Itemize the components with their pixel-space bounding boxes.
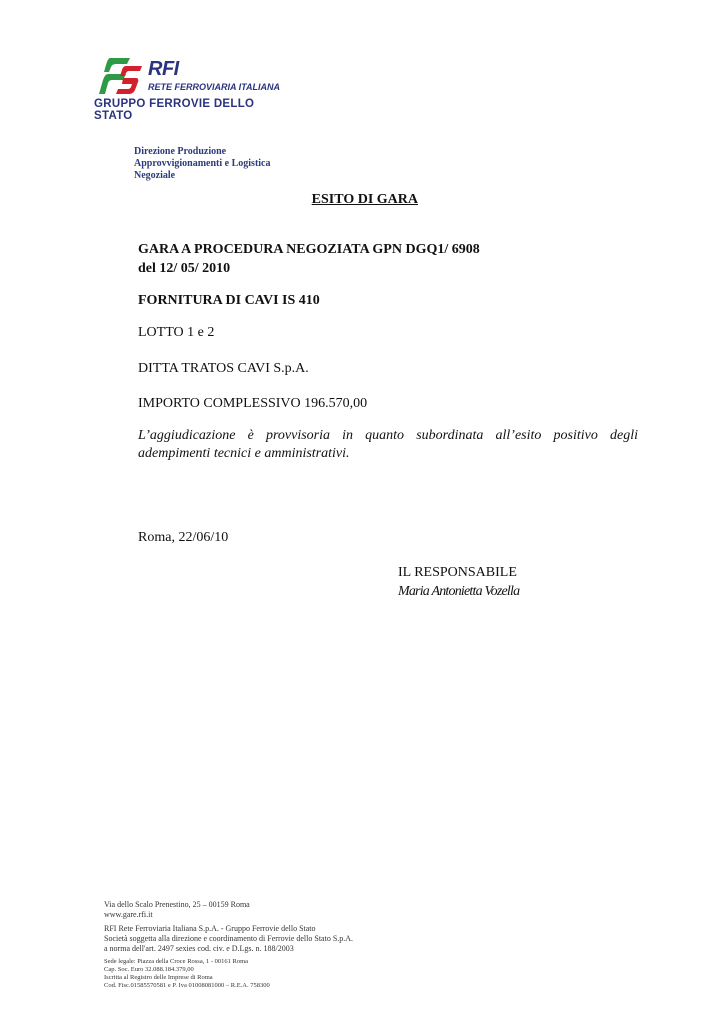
rfi-logo <box>94 56 294 122</box>
footer-company-line: a norma dell'art. 2497 sexies cod. civ. e D.Lgs. n. 188/2003 <box>104 944 294 953</box>
department-line: Approvvigionamenti e Logistica <box>134 158 271 169</box>
footer-legal-line: Cod. Fisc.01585570581 e P. Iva 01008081000 – R.E.A. 758300 <box>104 982 270 989</box>
signature-block <box>398 563 519 601</box>
award-note: L’aggiudicazione è provvisoria in quanto subordinata all’esito positivo degli adempimenti tecnici e amministrativi. <box>138 428 638 461</box>
supply-heading: FORNITURA DI CAVI IS 410 <box>138 293 320 308</box>
logo-brand: RFI <box>148 58 179 80</box>
footer-legal-line: Cap. Soc. Euro 32.088.184.379,00 <box>104 966 194 973</box>
department-line: Negoziale <box>134 170 176 181</box>
procedure-line: GARA A PROCEDURA NEGOZIATA GPN DGQ1/ 6908 <box>138 242 480 257</box>
logo-full-name: RETE FERROVIARIA ITALIANA <box>148 82 280 92</box>
footer-address: Via dello Scalo Prenestino, 25 – 00159 Roma <box>104 900 250 909</box>
place-date: Roma, 22/06/10 <box>138 530 229 545</box>
footer-legal-line: Sede legale: Piazza della Croce Rossa, 1 - 00161 Roma <box>104 958 249 965</box>
page-footer <box>104 900 353 990</box>
procedure-date: del 12/ 05/ 2010 <box>138 261 231 276</box>
signature-role: IL RESPONSABILE <box>398 565 517 580</box>
amount-text: IMPORTO COMPLESSIVO 196.570,00 <box>138 396 368 411</box>
company-text: DITTA TRATOS CAVI S.p.A. <box>138 361 309 376</box>
procedure-heading <box>138 240 638 278</box>
department-line: Direzione Produzione <box>134 146 227 157</box>
footer-company-line: RFI Rete Ferroviaria Italiana S.p.A. - Gruppo Ferrovie dello Stato <box>104 924 316 933</box>
footer-company-line: Società soggetta alla direzione e coordinamento di Ferrovie dello Stato S.p.A. <box>104 934 354 943</box>
footer-legal-line: Iscritta al Registro delle Imprese di Roma <box>104 974 213 981</box>
lots-text: LOTTO 1 e 2 <box>138 325 215 340</box>
signature-name: Maria Antonietta Vozella <box>398 584 520 599</box>
document-title: ESITO DI GARA <box>311 192 418 207</box>
fs-logo-icon <box>96 56 144 96</box>
footer-website: www.gare.rfi.it <box>104 910 153 919</box>
department-header <box>134 146 270 182</box>
logo-group-name: GRUPPO FERROVIE DELLO STATO <box>94 98 255 122</box>
